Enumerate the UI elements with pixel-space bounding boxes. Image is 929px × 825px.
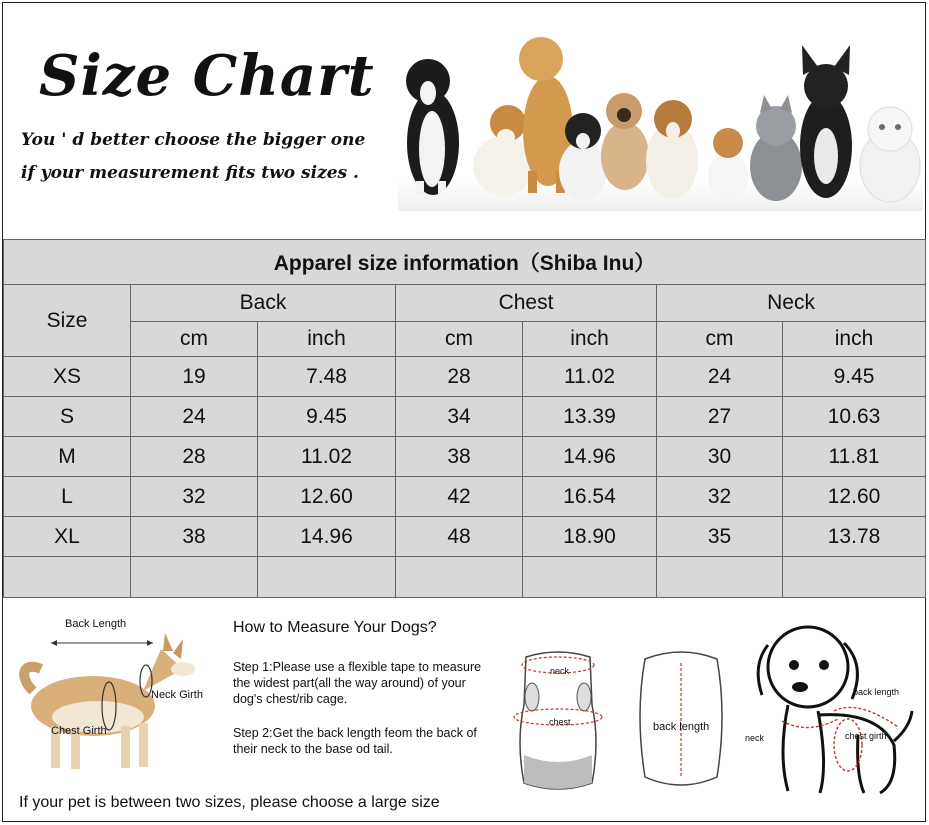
table-cell: 11.02: [523, 357, 657, 397]
garment-chest-label: chest: [549, 717, 571, 727]
table-cell: 35: [657, 517, 783, 557]
table-row: [4, 477, 926, 517]
empty-cell: [258, 557, 396, 598]
french-bulldog-figure: [800, 45, 852, 198]
unit-header: cm: [657, 322, 783, 357]
table-row: [4, 357, 926, 397]
table-cell: 38: [131, 517, 258, 557]
puppy-back-length-label: back length: [853, 687, 900, 697]
table-cell: 34: [396, 397, 523, 437]
unit-header: cm: [131, 322, 258, 357]
table-cell: 14.96: [258, 517, 396, 557]
size-cell: M: [4, 437, 131, 477]
table-row-empty: [4, 557, 926, 598]
size-chart-card: [2, 2, 926, 822]
table-cell: 7.48: [258, 357, 396, 397]
table-cell: 48: [396, 517, 523, 557]
size-cell: XS: [4, 357, 131, 397]
footer-note: If your pet is between two sizes, please choose a large size: [19, 794, 440, 811]
neck-girth-label: Neck Girth: [151, 689, 203, 701]
unit-header: inch: [783, 322, 926, 357]
table-cell: 32: [657, 477, 783, 517]
puppy-measure-illustration: [748, 615, 918, 805]
table-cell: 9.45: [258, 397, 396, 437]
unit-header: cm: [396, 322, 523, 357]
garment-back-illustration: [631, 645, 731, 795]
neck-group-header: Neck: [657, 285, 926, 322]
back-group-header: Back: [131, 285, 396, 322]
howto-title: How to Measure Your Dogs?: [233, 619, 437, 636]
table-cell: 18.90: [523, 517, 657, 557]
table-cell: 9.45: [783, 357, 926, 397]
table-cell: 30: [657, 437, 783, 477]
size-table: [3, 239, 926, 598]
table-cell: 11.81: [783, 437, 926, 477]
table-title: Apparel size information（Shiba Inu）: [4, 240, 926, 285]
header: [3, 3, 925, 239]
beagle-figure: [646, 100, 698, 199]
border-collie-figure: [406, 59, 459, 195]
table-cell: 24: [131, 397, 258, 437]
table-cell: 12.60: [258, 477, 396, 517]
empty-cell: [396, 557, 523, 598]
pekingese-figure: [601, 93, 649, 190]
table-cell: 27: [657, 397, 783, 437]
size-cell: S: [4, 397, 131, 437]
table-row: [4, 397, 926, 437]
step-1-text: Step 1:Please use a flexible tape to measure the widest part(all the way around) of your dog's chest/rib cage.: [233, 660, 482, 706]
chihuahua-figure: [559, 113, 607, 201]
size-cell: L: [4, 477, 131, 517]
empty-cell: [657, 557, 783, 598]
size-cell: XL: [4, 517, 131, 557]
shiba-measure-illustration: [13, 621, 203, 781]
table-row: [4, 517, 926, 557]
table-row: [4, 437, 926, 477]
step-2-text: Step 2:Get the back length feom the back of their neck to the base od tail.: [233, 726, 477, 756]
table-cell: 14.96: [523, 437, 657, 477]
measure-section: [3, 601, 925, 823]
puppy-chest-girth-label: chest girth: [845, 731, 887, 741]
table-cell: 13.78: [783, 517, 926, 557]
table-cell: 32: [131, 477, 258, 517]
subtitle-line-2: if your measurement fits two sizes .: [21, 163, 359, 183]
unit-header: inch: [523, 322, 657, 357]
back-length-label: Back Length: [65, 618, 127, 630]
empty-cell: [523, 557, 657, 598]
table-cell: 38: [396, 437, 523, 477]
table-cell: 13.39: [523, 397, 657, 437]
puppy-neck-label: neck: [745, 733, 765, 743]
table-cell: 10.63: [783, 397, 926, 437]
table-cell: 28: [131, 437, 258, 477]
chest-girth-label: Chest Girth: [51, 725, 107, 737]
empty-cell: [131, 557, 258, 598]
table-cell: 19: [131, 357, 258, 397]
size-column-header: Size: [4, 285, 131, 357]
table-cell: 24: [657, 357, 783, 397]
table-cell: 42: [396, 477, 523, 517]
unit-header: inch: [258, 322, 396, 357]
chest-group-header: Chest: [396, 285, 657, 322]
garment-back-length-label: back length: [653, 721, 710, 733]
page-title: Size Chart: [39, 43, 375, 109]
table-cell: 11.02: [258, 437, 396, 477]
garment-neck-label: neck: [550, 666, 570, 676]
table-cell: 12.60: [783, 477, 926, 517]
table-cell: 16.54: [523, 477, 657, 517]
subtitle-line-1: You ' d better choose the bigger one: [21, 130, 366, 150]
empty-cell: [783, 557, 926, 598]
grey-cat-figure: [750, 95, 802, 201]
white-cat-figure: [860, 107, 920, 202]
empty-cell: [4, 557, 131, 598]
terrier-figure: [708, 128, 748, 200]
pets-photo: [398, 31, 923, 211]
table-cell: 28: [396, 357, 523, 397]
